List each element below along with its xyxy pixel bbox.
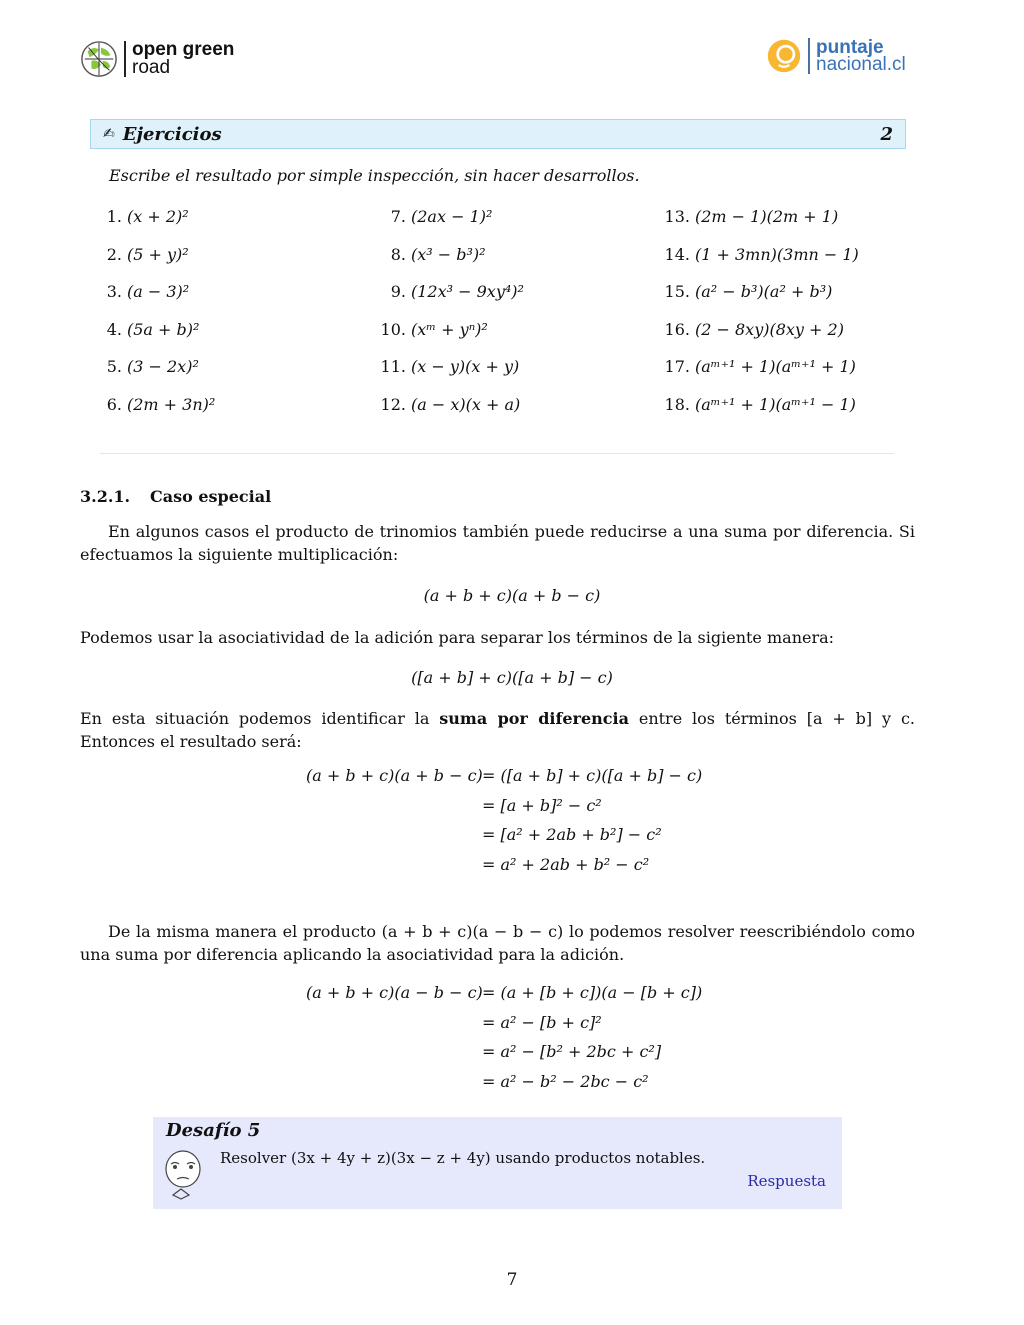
exercise-item [372, 282, 524, 320]
open-green-road-globe-icon [80, 40, 118, 78]
exercise-item [656, 245, 859, 283]
exercise-expression: (2 − 8xy)(8xy + 2) [695, 319, 844, 339]
exercise-expression: (xᵐ + yⁿ)² [411, 319, 488, 339]
paragraph-sum-difference [80, 707, 915, 753]
derivation-rhs: = (a + [b + c])(a − [b + c]) [482, 983, 703, 1002]
exercise-item [100, 395, 215, 433]
open-green-road-wordmark [132, 41, 234, 77]
exercise-expression: (aᵐ⁺¹ + 1)(aᵐ⁺¹ − 1) [695, 394, 856, 414]
exercise-expression: (12x³ − 9xy⁴)² [411, 282, 524, 302]
paragraph-second-product-text: De la misma manera el producto (a + b + c)(a − b − c) lo podemos resolver reescribiéndolo como una suma por diferencia aplicando la asociatividad para la adición. [80, 922, 915, 964]
derivation-rhs: = [a² + 2ab + b²] − c² [482, 825, 662, 844]
exercise-item [100, 245, 215, 283]
exercise-number: 9. [390, 282, 406, 302]
exercise-number: 14. [664, 244, 690, 264]
logo-divider [124, 41, 126, 77]
exercise-item [100, 357, 215, 395]
exercise-number: 18. [664, 394, 690, 414]
logo-line-2: nacional.cl [816, 54, 906, 75]
paragraph-intro [80, 520, 915, 566]
writing-hand-icon: ✍ [103, 126, 115, 142]
exercise-number: 6. [106, 394, 122, 414]
exercise-number: 2. [106, 244, 122, 264]
challenge-box [153, 1117, 842, 1209]
exercises-number: 2 [880, 123, 893, 145]
exercise-item [372, 245, 524, 283]
exercise-expression: (x + 2)² [127, 207, 189, 226]
equation-grouped: ([a + b] + c)([a + b] − c) [411, 668, 613, 687]
exercise-number: 13. [664, 207, 690, 226]
equation-product: (a + b + c)(a + b − c) [423, 586, 601, 605]
exercise-column-1 [100, 207, 215, 433]
exercise-expression: (3 − 2x)² [127, 357, 199, 377]
exercise-item [372, 357, 524, 395]
exercise-number: 3. [106, 282, 122, 302]
derivation-rhs: = [a + b]² − c² [482, 795, 602, 815]
exercise-item [656, 207, 859, 245]
exercise-expression: (a − x)(x + a) [411, 394, 521, 414]
exercise-number: 1. [106, 207, 122, 226]
exercise-number: 17. [664, 357, 690, 377]
paragraph-intro-text: En algunos casos el producto de trinomios también puede reducirse a una suma por diferencia. Si efectuamos la siguiente multiplicación: [80, 522, 915, 564]
exercises-header [90, 119, 906, 149]
answer-link[interactable]: Respuesta [747, 1172, 826, 1190]
exercise-number: 5. [106, 357, 122, 377]
aligned-derivation-1 [306, 766, 702, 884]
challenge-text: Resolver (3x + 4y + z)(3x − z + 4y) usando productos notables. [220, 1149, 706, 1167]
logo-divider [808, 38, 810, 74]
paragraph-second-product [80, 920, 915, 966]
section-divider [100, 453, 894, 454]
derivation-rhs: = a² − [b + c]² [482, 1012, 602, 1032]
derivation-row [306, 1013, 702, 1043]
paragraph-sum-difference-text-1: En esta situación podemos identificar la [80, 709, 430, 728]
exercise-item [656, 357, 859, 395]
puntaje-nacional-logo [766, 38, 906, 74]
exercise-expression: (aᵐ⁺¹ + 1)(aᵐ⁺¹ + 1) [695, 357, 856, 377]
open-green-road-logo [80, 40, 234, 78]
exercise-number: 10. [380, 319, 406, 339]
exercises-instruction: Escribe el resultado por simple inspección, sin hacer desarrollos. [109, 166, 640, 185]
exercise-expression: (x³ − b³)² [411, 244, 486, 264]
exercise-expression: (2ax − 1)² [411, 207, 493, 226]
challenge-title: Desafío 5 [166, 1120, 261, 1141]
derivation-row [306, 855, 702, 885]
logo-line-1: puntaje [816, 37, 884, 58]
puntaje-nacional-wordmark [816, 39, 906, 73]
paragraph-sum-difference-text-2: entre los términos [a + b] y c. Entonces el resultado será: [80, 709, 915, 751]
exercise-item [656, 320, 859, 358]
logo-line-1: open green [132, 39, 235, 60]
derivation-rhs: = a² + 2ab + b² − c² [482, 854, 650, 874]
subsection-number: 3.2.1. [80, 487, 131, 506]
derivation-row [306, 825, 702, 855]
derivation-row [306, 796, 702, 826]
exercise-item [372, 395, 524, 433]
exercise-item [100, 207, 215, 245]
paragraph-associativity: Podemos usar la asociatividad de la adición para separar los términos de la sigiente manera: [80, 628, 835, 647]
exercise-expression: (a² − b³)(a² + b³) [695, 282, 833, 302]
exercise-expression: (2m − 1)(2m + 1) [695, 207, 839, 226]
derivation-rhs: = a² − [b² + 2bc + c²] [482, 1042, 662, 1061]
exercise-item [100, 282, 215, 320]
exercise-item [372, 207, 524, 245]
exercise-number: 8. [390, 244, 406, 264]
exercise-item [656, 282, 859, 320]
exercise-number: 7. [390, 207, 406, 226]
bold-term: suma por diferencia [439, 709, 629, 728]
puntaje-nacional-face-icon [766, 38, 802, 74]
exercise-expression: (x − y)(x + y) [411, 357, 520, 377]
subsection-heading [80, 487, 271, 506]
exercise-item [372, 320, 524, 358]
exercise-column-2 [372, 207, 524, 433]
aligned-derivation-2 [306, 983, 702, 1101]
exercise-item [656, 395, 859, 433]
derivation-rhs: = ([a + b] + c)([a + b] − c) [482, 766, 703, 785]
thinking-face-icon [161, 1149, 205, 1203]
exercise-number: 15. [664, 282, 690, 302]
exercise-expression: (1 + 3mn)(3mn − 1) [695, 244, 859, 264]
derivation-row [306, 983, 702, 1013]
derivation-row [306, 766, 702, 796]
exercise-number: 16. [664, 319, 690, 339]
exercise-expression: (2m + 3n)² [127, 394, 216, 414]
exercise-expression: (a − 3)² [127, 282, 190, 302]
derivation-lhs: (a + b + c)(a − b − c) [306, 983, 483, 1002]
exercise-expression: (5 + y)² [127, 244, 189, 264]
derivation-row [306, 1042, 702, 1072]
exercise-column-3 [656, 207, 859, 433]
exercise-number: 4. [106, 319, 122, 339]
exercise-number: 11. [380, 357, 406, 377]
logo-line-2: road [132, 57, 171, 78]
derivation-row [306, 1072, 702, 1102]
derivation-lhs: (a + b + c)(a + b − c) [306, 766, 483, 785]
subsection-title: Caso especial [150, 487, 272, 506]
derivation-rhs: = a² − b² − 2bc − c² [482, 1071, 649, 1091]
page-number: 7 [506, 1270, 518, 1290]
exercise-number: 12. [380, 394, 406, 414]
exercise-expression: (5a + b)² [127, 319, 200, 339]
exercises-title: Ejercicios [122, 123, 222, 145]
exercise-item [100, 320, 215, 358]
